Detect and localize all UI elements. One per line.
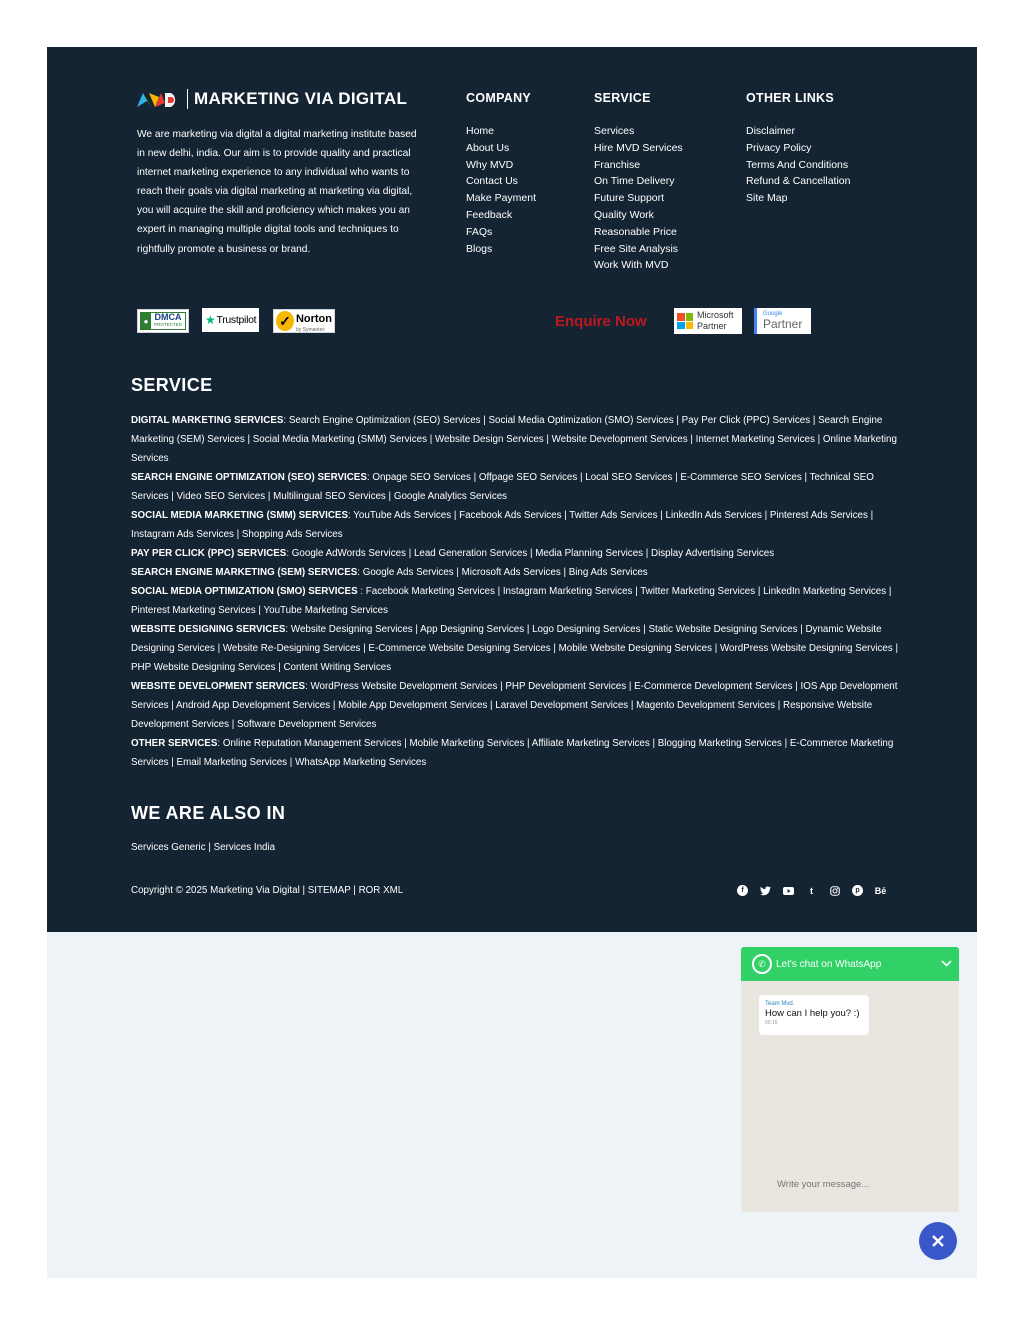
footer-link-future-support[interactable]: Future Support [594, 192, 665, 205]
checkmark-icon: ✓ [276, 311, 294, 331]
service-group-sep: : [348, 510, 354, 521]
trustpilot-label: Trustpilot [216, 314, 257, 326]
tumblr-icon[interactable]: t [810, 885, 813, 896]
footer-link-on-time-delivery[interactable]: On Time Delivery [594, 175, 675, 188]
google-partner-badge [754, 308, 811, 334]
service-group-sep: : [286, 548, 292, 559]
service-group-heading: WEBSITE DESIGNING SERVICES [131, 624, 286, 635]
service-group-heading: WEBSITE DEVELOPMENT SERVICES [131, 681, 306, 692]
norton-sub: by Symantec [295, 327, 325, 333]
norton-badge[interactable] [273, 309, 335, 333]
pinterest-icon[interactable]: p [852, 885, 863, 896]
footer-link-disclaimer[interactable]: Disclaimer [746, 125, 796, 137]
other-links-column [746, 91, 850, 207]
microsoft-label [697, 310, 734, 332]
service-group-heading: SOCIAL MEDIA MARKETING (SMM) SERVICES [131, 510, 348, 521]
whatsapp-chat-widget [741, 947, 959, 1212]
footer-link-refund[interactable]: Refund & Cancellation [746, 175, 851, 188]
dmca-frame [140, 312, 186, 330]
message-sender: Team Mvd. [765, 1001, 795, 1007]
service-links [594, 123, 683, 274]
services-heading: SERVICE [131, 375, 213, 395]
google-partner-word: Partner [763, 317, 803, 331]
brand-name: MARKETING VIA DIGITAL [194, 89, 408, 108]
facebook-icon[interactable]: f [737, 885, 748, 896]
footer-link-terms[interactable]: Terms And Conditions [746, 158, 849, 171]
other-links-title: OTHER LINKS [746, 91, 835, 105]
footer-link-services[interactable]: Services [594, 125, 635, 137]
chevron-down-icon[interactable] [933, 958, 959, 970]
dmca-sub: PROTECTED [154, 322, 182, 327]
message-text: How can I help you? :) [765, 1008, 860, 1019]
twitter-icon[interactable] [760, 885, 771, 896]
about-text: We are marketing via digital a digital marketing institute based in new delhi, india. Our aim is to provide quality and practical internet marketing experience to any individual who wants to reach their goals via digital marketing at marketing via digital, you will acquire the skill and proficiency which makes you an expert in managing multiple digital tools and techniques to rightfully promote a business or brand. [137, 129, 417, 255]
footer-link-work-with-mvd[interactable]: Work With MVD [594, 259, 669, 272]
service-group-sep: : [217, 738, 223, 749]
service-group-links[interactable]: Google Ads Services | Microsoft Ads Services | Bing Ads Services [362, 567, 648, 578]
also-in-heading: WE ARE ALSO IN [131, 803, 286, 823]
footer-link-quality-work[interactable]: Quality Work [594, 208, 654, 221]
service-column [594, 91, 683, 274]
brand[interactable] [137, 89, 407, 109]
service-group-links[interactable]: Online Reputation Management Services | Mobile Marketing Services | Affiliate Marketing Services | Blogging Marketing Services | E-Commerce Marketing Services | Email Marketing Services | WhatsApp Marketing Services [131, 738, 894, 768]
chat-message-bubble [759, 995, 869, 1035]
social-links [737, 885, 886, 896]
youtube-icon[interactable] [783, 885, 794, 896]
dmca-badge[interactable] [137, 309, 189, 333]
footer-link-why-mvd[interactable]: Why MVD [466, 158, 514, 171]
footer-link-contact-us[interactable]: Contact Us [466, 175, 518, 188]
service-group-links[interactable]: Facebook Marketing Services | Instagram Marketing Services | Twitter Marketing Services | LinkedIn Marketing Services | Pinterest Marketing Services | YouTube Marketing Services [131, 586, 892, 616]
footer-link-blogs[interactable]: Blogs [466, 242, 493, 255]
footer-link-about-us[interactable]: About Us [466, 141, 510, 154]
microsoft-partner-badge [674, 308, 742, 334]
footer-link-reasonable-price[interactable]: Reasonable Price [594, 225, 677, 238]
company-column [466, 91, 536, 257]
whatsapp-header[interactable] [741, 947, 959, 981]
service-group-heading: SOCIAL MEDIA OPTIMIZATION (SMO) SERVICES [131, 586, 358, 597]
footer-link-franchise[interactable]: Franchise [594, 158, 641, 171]
footer-link-home[interactable]: Home [466, 125, 495, 137]
service-group-links[interactable]: YouTube Ads Services | Facebook Ads Services | Twitter Ads Services | LinkedIn Ads Services | Pinterest Ads Services | Instagram Ads Services | Shopping Ads Services [131, 510, 874, 540]
service-group-heading: DIGITAL MARKETING SERVICES [131, 415, 284, 426]
whatsapp-icon: ✆ [752, 954, 772, 974]
services-list [131, 411, 901, 772]
instagram-icon[interactable] [829, 885, 840, 896]
brand-logo-icon [137, 89, 181, 109]
whatsapp-header-title: Let's chat on WhatsApp [776, 958, 882, 970]
footer-link-site-map[interactable]: Site Map [746, 192, 788, 205]
service-group-sep: : [285, 624, 291, 635]
service-group-sep: : [357, 567, 363, 578]
service-column-title: SERVICE [594, 91, 651, 105]
star-icon: ★ [205, 313, 216, 327]
service-group-heading: SEARCH ENGINE OPTIMIZATION (SEO) SERVICES [131, 472, 367, 483]
company-links [466, 123, 536, 257]
service-group-sep: : [357, 586, 366, 597]
service-group-sep: : [283, 415, 289, 426]
service-group-links[interactable]: Onpage SEO Services | Offpage SEO Services | Local SEO Services | E-Commerce SEO Services | Technical SEO Services | Video SEO Services | Multilingual SEO Services | Google Analytics Services [131, 472, 874, 502]
service-group-links[interactable]: Search Engine Optimization (SEO) Services | Social Media Optimization (SMO) Services | Pay Per Click (PPC) Services | Search Engine Marketing (SEM) Services | Social Media Marketing (SMM) Services | Website Design Services | Website Development Services | Internet Marketing Services | Online Marketing Services [131, 415, 897, 464]
other-links [746, 123, 850, 207]
microsoft-partner-word: Partner [697, 321, 727, 331]
message-time: 05:16 [765, 1020, 778, 1026]
footer-link-faqs[interactable]: FAQs [466, 225, 493, 238]
footer-link-make-payment[interactable]: Make Payment [466, 192, 537, 205]
microsoft-logo-icon [677, 313, 693, 329]
service-group-links[interactable]: WordPress Website Development Services | PHP Development Services | E-Commerce Development Services | IOS App Development Services | Android App Development Services | Mobile App Development Services | Laravel Development Services | Magento Development Services | Responsive Website Development Services | Software Development Services [131, 681, 898, 730]
service-group-heading: SEARCH ENGINE MARKETING (SEM) SERVICES [131, 567, 358, 578]
google-word: Google [763, 311, 783, 317]
site-footer [47, 47, 977, 932]
behance-icon[interactable]: Bē [874, 885, 887, 896]
dmca-word: DMCA [154, 312, 182, 322]
footer-link-hire-mvd[interactable]: Hire MVD Services [594, 141, 683, 154]
dmca-label [151, 313, 185, 329]
message-input[interactable] [777, 1179, 937, 1190]
footer-link-privacy-policy[interactable]: Privacy Policy [746, 141, 812, 154]
footer-link-free-site-analysis[interactable]: Free Site Analysis [594, 242, 679, 255]
close-chat-button[interactable] [919, 1222, 957, 1260]
also-in-links[interactable]: Services Generic | Services India [131, 842, 276, 853]
norton-label [296, 309, 332, 333]
trustpilot-badge[interactable] [202, 308, 259, 332]
footer-link-feedback[interactable]: Feedback [466, 208, 513, 221]
enquire-now-link[interactable]: Enquire Now [555, 313, 647, 330]
microsoft-word: Microsoft [697, 310, 734, 320]
copyright: Copyright © 2025 Marketing Via Digital | SITEMAP | ROR XML [131, 885, 404, 896]
lock-icon: ● [141, 313, 151, 329]
service-group-links[interactable]: Google AdWords Services | Lead Generation Services | Media Planning Services | Display Advertising Services [291, 548, 775, 559]
service-group-sep: : [366, 472, 373, 483]
service-group-sep: : [305, 681, 311, 692]
service-group-heading: OTHER SERVICES [131, 738, 218, 749]
norton-word: Norton [295, 313, 332, 325]
service-group-links[interactable]: Website Designing Services | App Designing Services | Logo Designing Services | Static Website Designing Services | Dynamic Website Designing Services | Website Re-Designing Services | E-Commerce Website Designing Services | Mobile Website Designing Services | WordPress Website Designing Services | PHP Website Designing Services | Content Writing Services [131, 624, 899, 673]
service-group-heading: PAY PER CLICK (PPC) SERVICES [131, 548, 287, 559]
company-title: COMPANY [466, 91, 532, 105]
logo-divider [187, 89, 188, 109]
close-icon [931, 1234, 945, 1248]
